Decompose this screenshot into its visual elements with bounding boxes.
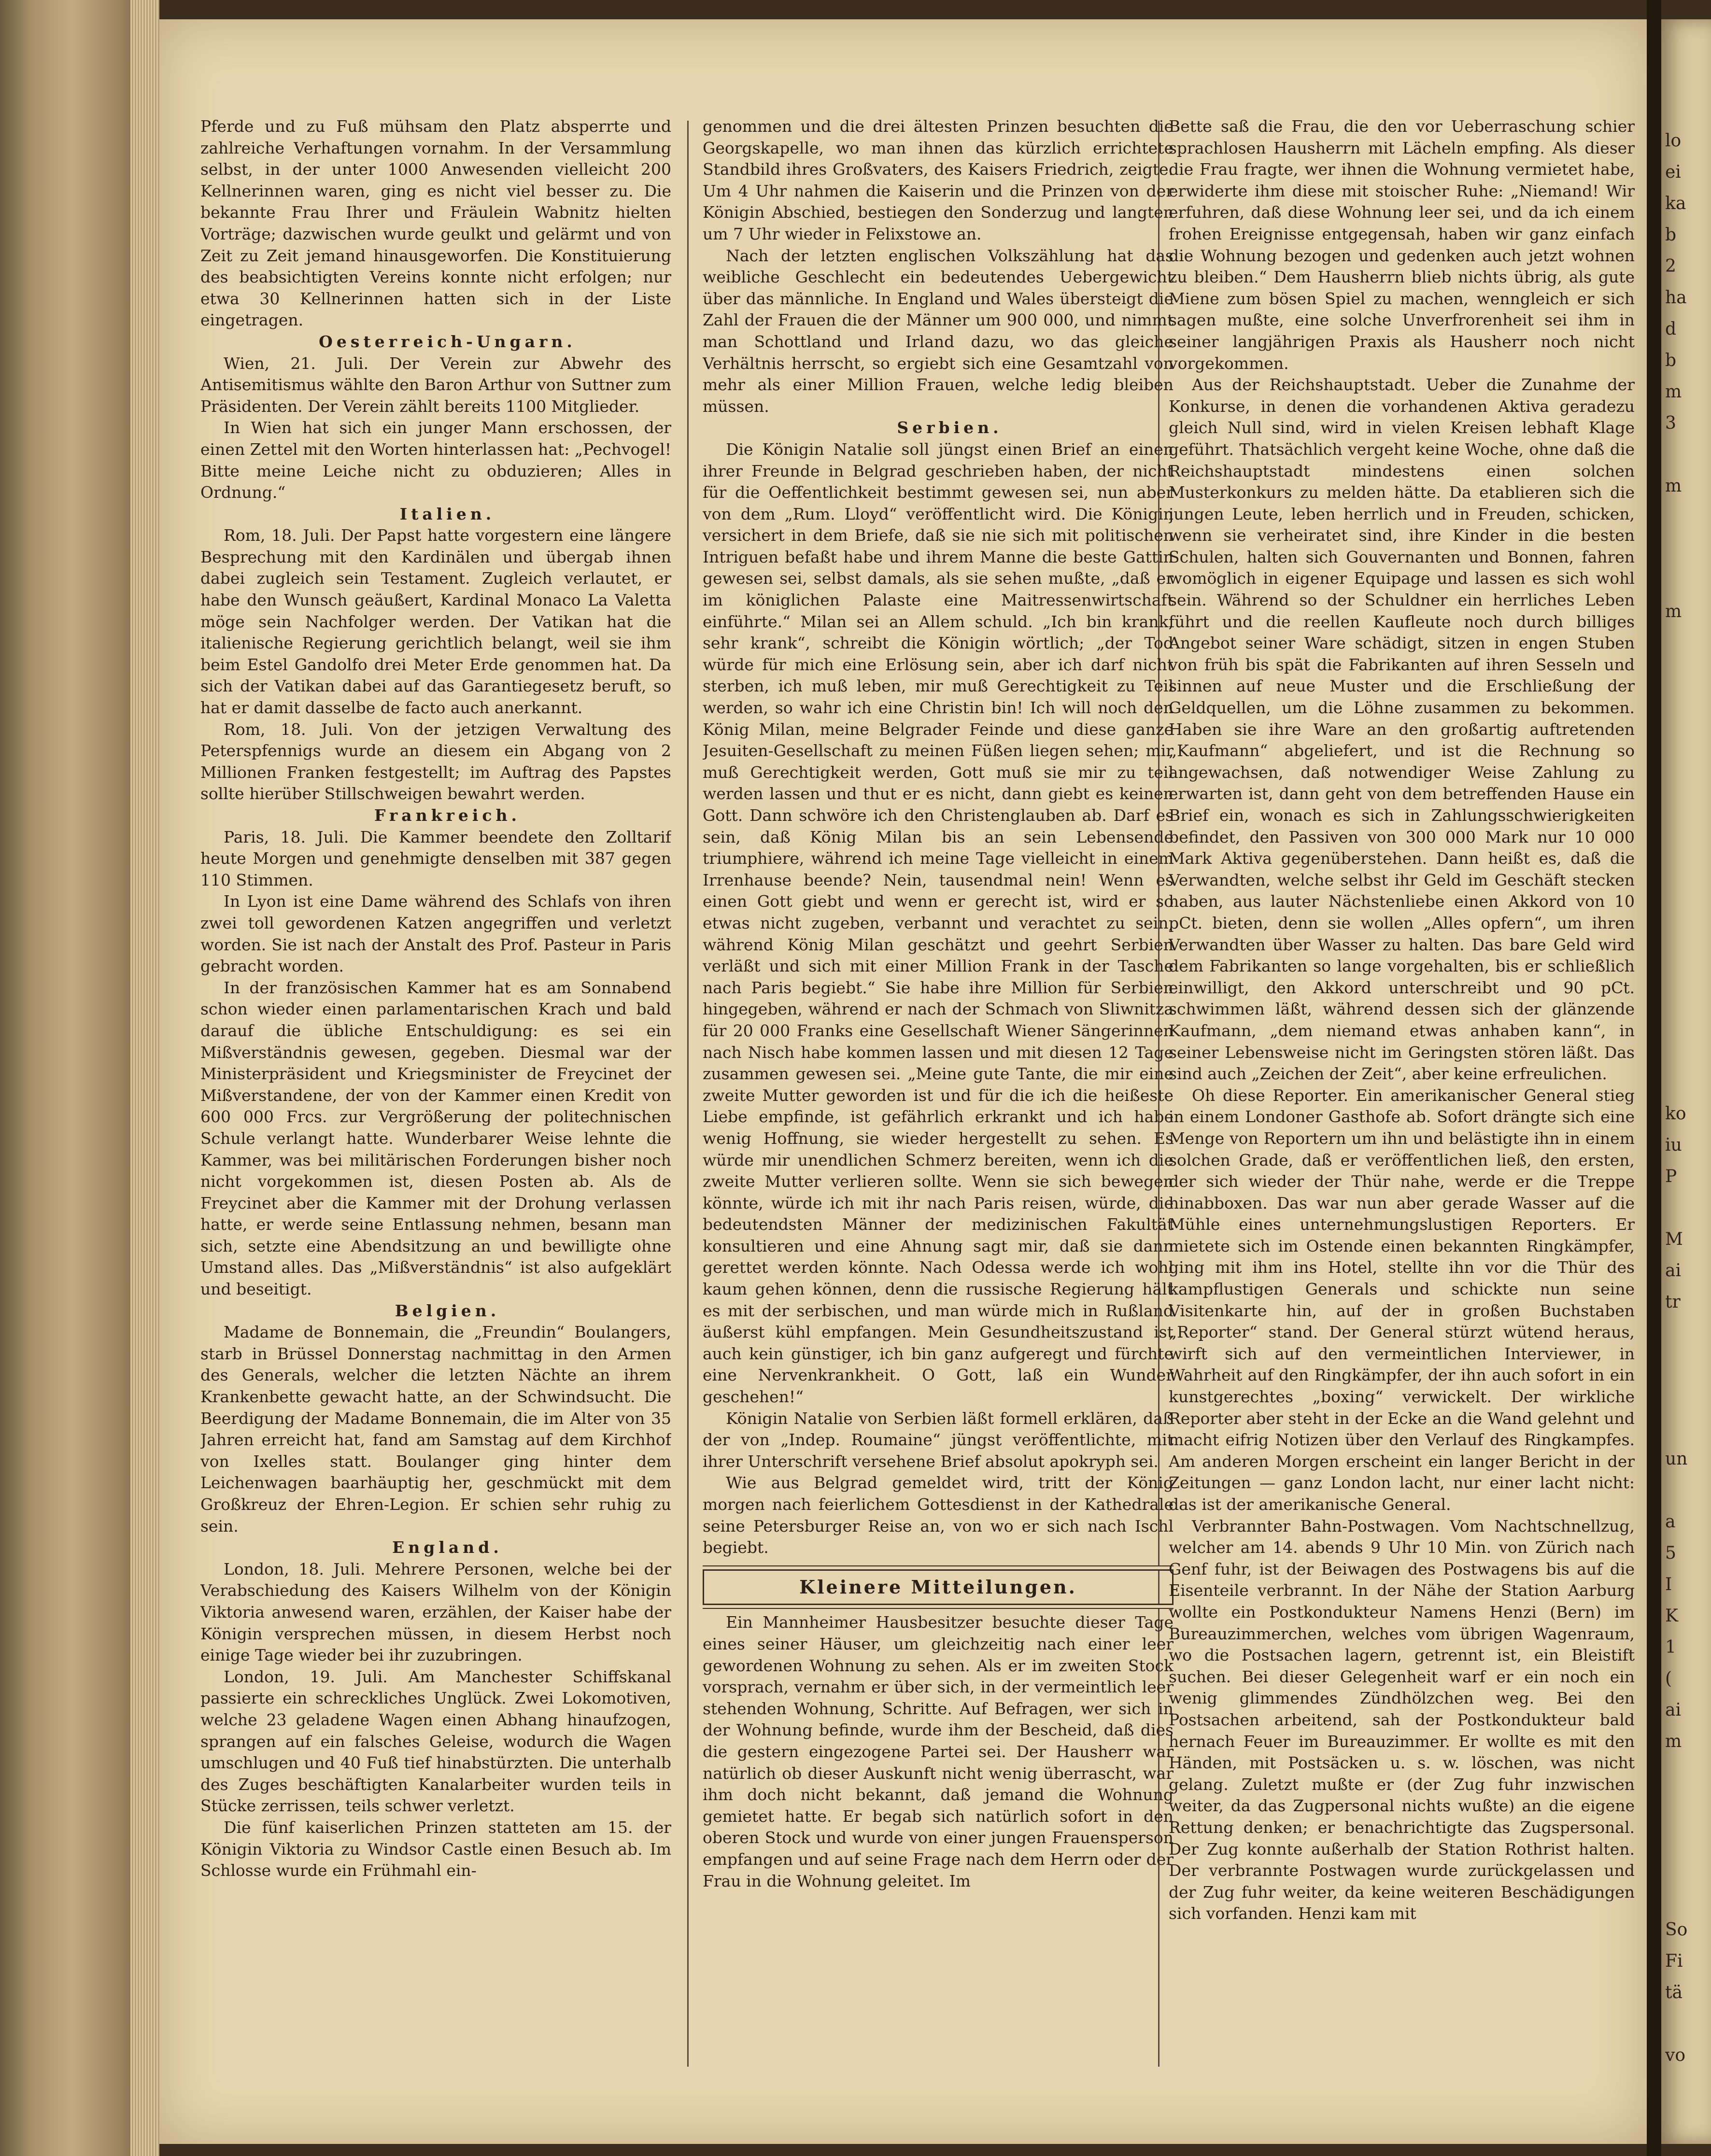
facing-page-fragment: 3 xyxy=(1665,413,1676,433)
facing-page-fragment: m xyxy=(1665,1732,1682,1751)
facing-page-fragment: m xyxy=(1665,476,1682,496)
text-column-3 xyxy=(1169,116,1635,2067)
facing-page-fragment: I xyxy=(1665,1575,1672,1594)
article-paragraph: Oh diese Reporter. Ein amerikanischer General stieg in einem Londoner Gasthofe ab. Sofort drängte sich eine Menge von Reportern um ihn und belästigte ihn in einem solchen Grade, daß er veröffentlichen ließ, den ersten, der sich wieder der Thür nahe, werde er die Treppe hinabboxen. Das war nun aber gerade Wasser auf die Mühle eines unternehmungslustigen Reporters. Er mietete sich im Ostende einen bekannten Ringkämpfer, ging mit ihm ins Hotel, stellte ihn vor die Thür des kampflustigen Generals und schickte nun seine Visitenkarte hin, auf der in großen Buchstaben „Reporter“ stand. Der General stürzt wütend heraus, wirft sich auf den vermeintlichen Interviewer, in Wahrheit auf den Ringkämpfer, der ihn auch sofort in ein kunstgerechtes „boxing“ verwickelt. Der wirkliche Reporter aber steht in der Ecke an die Wand gelehnt und macht eifrig Notizen über den Verlauf des Ringkampfes. Am anderen Morgen erscheint ein langer Bericht in der Zeitungen — ganz London lacht, nur einer lacht nicht: das ist der amerikanische General. xyxy=(1169,1085,1635,1514)
facing-page-fragment: tr xyxy=(1665,1292,1681,1312)
section-heading: Frankreich. xyxy=(374,806,521,825)
section-heading: Oesterreich-Ungarn. xyxy=(319,332,576,351)
article-paragraph: London, 19. Juli. Am Manchester Schiffskanal passierte ein schreckliches Unglück. Zwei Lokomotiven, welche 23 geladene Wagen einen Abhang hinaufzogen, sprangen auf ein falsches Geleise, wodurch die Wagen umschlugen und 40 Fuß tief hinabstürzten. Die unterhalb des Zuges beschäftigten Kanalarbeiter wurden teils in Stücke zerrissen, teils schwer verletzt. xyxy=(200,1667,671,1816)
facing-page-fragment: ai xyxy=(1665,1700,1681,1720)
facing-page-fragment: Fi xyxy=(1665,1951,1683,1971)
facing-page-fragment: M xyxy=(1665,1229,1683,1249)
facing-page-fragment: P xyxy=(1665,1167,1677,1186)
book-binding xyxy=(0,0,159,2156)
facing-page-fragment: ka xyxy=(1665,194,1686,213)
section-heading: Serbien. xyxy=(897,418,1003,437)
article-paragraph: London, 18. Juli. Mehrere Personen, welche bei der Verabschiedung des Kaisers Wilhelm von der Königin Viktoria anwesend waren, erzählen, der Kaiser habe der Königin versprechen müssen, in diesem Herbst noch einige Tage wieder bei ihr zuzubringen. xyxy=(200,1559,671,1665)
facing-page-fragment: un xyxy=(1665,1449,1688,1469)
facing-page-fragment: m xyxy=(1665,602,1682,621)
article-paragraph: Nach der letzten englischen Volkszählung hat das weibliche Geschlecht ein bedeutendes Uebergewicht über das männliche. In England und Wales übersteigt die Zahl der Frauen die der Männer um 900 000, und nimmt man Schottland und Irland dazu, wo das gleiche Verhältnis herrscht, so ergiebt sich eine Gesamtzahl von mehr als einer Million Frauen, welche ledig bleiben müssen. xyxy=(703,246,1174,416)
text-column-2 xyxy=(703,116,1174,2067)
facing-page-fragment: a xyxy=(1665,1512,1676,1532)
article-paragraph: Königin Natalie von Serbien läßt formell erklären, daß der von „Indep. Roumaine“ jüngst veröffentlichte, mit ihrer Unterschrift versehene Brief absolut apokryph sei. xyxy=(703,1409,1174,1471)
facing-page-fragment: ko xyxy=(1665,1104,1686,1124)
facing-page-fragment: tä xyxy=(1665,1983,1683,2002)
facing-page-fragment: 2 xyxy=(1665,256,1676,276)
facing-page-fragment: b xyxy=(1665,351,1677,370)
facing-page-fragment: So xyxy=(1665,1920,1688,1940)
article-paragraph: Rom, 18. Juli. Der Papst hatte vorgestern eine längere Besprechung mit den Kardinälen und übergab ihnen dabei zugleich sein Testament. Zugleich verlautet, er habe den Wunsch geäußert, Kardinal Monaco La Valetta möge sein Nachfolger werden. Der Vatikan hat die italienische Regierung gerichtlich belangt, weil sie ihm beim Estel Gandolfo drei Meter Erde genommen hat. Da sich der Vatikan dabei auf das Garantiegesetz beruft, so hat er damit dasselbe de facto auch anerkannt. xyxy=(200,526,671,718)
article-paragraph: Madame de Bonnemain, die „Freundin“ Boulangers, starb in Brüssel Donnerstag nachmittag in den Armen des Generals, welcher die letzten Nächte an ihrem Krankenbette gewacht hatte, an der Schwindsucht. Die Beerdigung der Madame Bonnemain, die im Alter von 35 Jahren erreicht hat, fand am Samstag auf dem Kirchhof von Ixelles statt. Boulanger ging hinter dem Leichenwagen baarhäuptig her, geschmückt mit dem Großkreuz der Ehren-Legion. Er schien sehr ruhig zu sein. xyxy=(200,1323,671,1536)
article-paragraph: Aus der Reichshauptstadt. Ueber die Zunahme der Konkurse, in denen die vorhandenen Aktiva geradezu gleich Null sind, wird in vielen Kreisen lebhaft Klage geführt. Thatsächlich vergeht keine Woche, ohne daß die Reichshauptstadt mindestens einen solchen Musterkonkurs zu melden hätte. Da etablieren sich die jungen Leute, leben herrlich und in Freuden, schicken, wenn sie verheiratet sind, ihre Kinder in die besten Schulen, halten sich Gouvernanten und Bonnen, fahren womöglich in eigener Equipage und lassen es sich wohl sein. Während so der Schuldner ein herrliches Leben führt und die reellen Kaufleute noch durch billiges Angebot seiner Ware schädigt, sitzen in engen Stuben von früh bis spät die Fabrikanten auf ihren Sesseln und sinnen auf neue Muster und die Erschließung der Geldquellen, um die Löhne zusammen zu bekommen. Haben sie ihre Ware an den großartig auftretenden „Kaufmann“ abgeliefert, und ist die Rechnung so angewachsen, daß notwendiger Weise Zahlung zu erwarten ist, dann geht von dem betreffenden Hause ein Brief ein, wonach es sich in Zahlungsschwierigkeiten befindet, den Passiven von 300 000 Mark nur 10 000 Mark Aktiva gegenüberstehen. Dann heißt es, daß die Verwandten, welche selbst ihr Geld im Geschäft stecken haben, aus lauter Nächstenliebe einen Akkord von 10 pCt. bieten, denn sie wollen „Alles opfern“, um ihren Verwandten über Wasser zu halten. Das bare Geld wird dem Fabrikanten so lange vorgehalten, bis er schließlich einwilligt, den Akkord unterschreibt und 90 pCt. schwimmen läßt, während dessen sich der glänzende Kaufmann, „dem niemand etwas anhaben kann“, in seiner Lebensweise nicht im Geringsten stören läßt. Das sind auch „Zeichen der Zeit“, aber keine erfreulichen. xyxy=(1169,375,1635,1084)
facing-page-fragment: ai xyxy=(1665,1261,1681,1281)
article-paragraph: Rom, 18. Juli. Von der jetzigen Verwaltung des Peterspfennigs wurde an diesem ein Abgang von 2 Millionen Franken festgestellt; im Auftrag des Papstes sollte hierüber Stillschweigen bewahrt werden. xyxy=(200,719,671,803)
article-paragraph: In Lyon ist eine Dame während des Schlafs von ihren zwei toll gewordenen Katzen angegriffen und verletzt worden. Sie ist nach der Anstalt des Prof. Pasteur in Paris gebracht worden. xyxy=(200,892,671,976)
facing-page-fragment: iu xyxy=(1665,1135,1682,1155)
section-heading: Belgien. xyxy=(395,1301,500,1320)
facing-page-fragment: ( xyxy=(1665,1669,1672,1689)
article-paragraph: genommen und die drei ältesten Prinzen besuchten die Georgskapelle, wo man ihnen das kürzlich errichtete Standbild ihres Großvaters, des Kaisers Friedrich, zeigte. Um 4 Uhr nahmen die Kaiserin und die Prinzen von der Königin Abschied, bestiegen den Sonderzug und langten um 7 Uhr wieder in Felixstowe an. xyxy=(703,117,1174,243)
column-rule xyxy=(687,121,689,2067)
article-paragraph: Bette saß die Frau, die den vor Ueberraschung schier sprachlosen Hausherrn mit Lächeln empfing. Als dieser die Frau fragte, wer ihnen die Wohnung vermietet habe, erwiderte ihm diese mit stoischer Ruhe: „Niemand! Wir erfuhren, daß diese Wohnung leer sei, und da ich einem frohen Ereignisse entgegensah, haben wir ganz einfach die Wohnung bezogen und gedenken auch jetzt wohnen zu bleiben.“ Dem Hausherrn blieb nichts übrig, als gute Miene zum bösen Spiel zu machen, wenngleich er sich sagen mußte, eine solche Unverfrorenheit sei ihm in seiner langjährigen Praxis als Hausherr noch nicht vorgekommen. xyxy=(1169,117,1635,373)
facing-page-fragment: ei xyxy=(1665,162,1681,182)
facing-page-fragment: lo xyxy=(1665,131,1682,151)
article-paragraph: Die fünf kaiserlichen Prinzen statteten am 15. der Königin Viktoria zu Windsor Castle einen Besuch ab. Im Schlosse wurde ein Frühmahl ein- xyxy=(200,1818,671,1880)
article-paragraph: Wien, 21. Juli. Der Verein zur Abwehr des Antisemitismus wählte den Baron Arthur von Suttner zum Präsidenten. Der Verein zählt bereits 1100 Mitglieder. xyxy=(200,353,671,416)
facing-page-fragment: 1 xyxy=(1665,1637,1676,1657)
article-paragraph: Paris, 18. Juli. Die Kammer beendete den Zolltarif heute Morgen und genehmigte denselben mit 387 gegen 110 Stimmen. xyxy=(200,827,671,889)
article-paragraph: Pferde und zu Fuß mühsam den Platz absperrte und zahlreiche Verhaftungen vornahm. In der Versammlung selbst, in der unter 1000 Anwesenden vielleicht 200 Kellnerinnen waren, ging es nicht viel besser zu. Die bekannte Frau Ihrer und Fräulein Wabnitz hielten Vorträge; dazwischen wurde geulkt und gelärmt und von Zeit zu Zeit jemand hinausgeworfen. Die Konstituierung des beabsichtigten Vereins konnte nicht erfolgen; nur etwa 30 Kellnerinnen hatten sich in der Liste eingetragen. xyxy=(200,117,671,330)
facing-page-fragment: K xyxy=(1665,1606,1678,1626)
facing-page-fragment: vo xyxy=(1665,2045,1686,2065)
article-paragraph: In Wien hat sich ein junger Mann erschossen, der einen Zettel mit den Worten hinterlassen hat: „Pechvogel! Bitte meine Leiche nicht zu obduzieren; Alles in Ordnung.“ xyxy=(200,418,671,502)
article-paragraph: Die Königin Natalie soll jüngst einen Brief an einen ihrer Freunde in Belgrad geschrieben haben, der nicht für die Oeffentlichkeit bestimmt gewesen sei, nun aber von dem „Rum. Lloyd“ veröffentlicht wird. Die Königin versichert in dem Briefe, daß sie nie sich mit politischen Intriguen befaßt habe und ihrem Manne die beste Gattin gewesen sei, selbst damals, als sie sehen mußte, „daß er im königlichen Palaste eine Maitressenwirtschaft einführte.“ Milan sei an Allem schuld. „Ich bin krank, sehr krank“, schreibt die Königin wörtlich; „der Tod würde für mich eine Erlösung sein, aber ich darf nicht sterben, ich muß leben, mir muß Gerechtigkeit zu Teil werden, so wahr ich eine Christin bin! Ich will noch den König Milan, meine Belgrader Feinde und diese ganze Jesuiten-Gesellschaft zu meinen Füßen liegen sehen; mir muß Gerechtigkeit werden, Gott muß sie mir zu teil werden lassen und thut er es nicht, dann giebt es keinen Gott. Dann schwöre ich den Christenglauben ab. Darf es sein, daß König Milan bis an sein Lebensende triumphiere, während ich meine Tage vielleicht in einem Irrenhause beende? Nein, tausendmal nein! Wenn es einen Gott giebt und wenn er gerecht ist, wird er so etwas nicht zugeben, verbannt und verachtet zu sein, während König Milan geschätzt und geehrt Serbien verläßt und sich mit einer Million Frank in der Tasche nach Paris begiebt.“ Sie habe ihre Million für Serbien hingegeben, während er nach der Schmach von Sliwnitza für 20 000 Franks eine Gesellschaft Wiener Sängerinnen nach Nisch habe kommen lassen und mit diesen 12 Tage zusammen gewesen sei. „Meine gute Tante, die mir eine zweite Mutter geworden ist und für die ich die heißeste Liebe empfinde, ist gefährlich erkrankt und ich habe wenig Hoffnung, sie wieder hergestellt zu sehen. Es würde mir unendlichen Schmerz bereiten, wenn ich die zweite Mutter verlieren sollte. Wenn sie sich bewegen könnte, würde ich mit ihr nach Paris reisen, würde, die bedeutendsten Männer der medizinischen Fakultät konsultieren und eine Ahnung sagt mir, daß sie dann gerettet werden könnte. Nach Odessa werde ich wohl kaum gehen können, denn die russische Regierung hält es mit der serbischen, und man würde mich in Rußland äußerst kühl empfangen. Mein Gesundheitszustand ist auch kein günstiger, ich bin ganz aufgeregt und fürchte eine Nervenkrankheit. O Gott, laß ein Wunder geschehen!“ xyxy=(703,439,1174,1407)
article-paragraph: In der französischen Kammer hat es am Sonnabend schon wieder einen parlamentarischen Krach und bald darauf die übliche Entschuldigung: es sei ein Mißverständnis gewesen, gegeben. Diesmal war der Ministerpräsident und Kriegsminister de Freycinet der Mißverstandene, der von der Kammer einen Kredit von 600 000 Frcs. zur Vergrößerung der politechnischen Schule verlangt hatte. Wunderbarer Weise lehnte die Kammer, was bei militärischen Forderungen bisher noch nicht vorgekommen ist, diesen Posten ab. Als de Freycinet aber die Kammer mit der Drohung verlassen hatte, er werde seine Entlassung nehmen, besann man sich, setzte eine Abendsitzung an und bewilligte ohne Umstand alles. Das „Mißverständnis“ ist also aufgeklärt und beseitigt. xyxy=(200,978,671,1299)
article-paragraph: Ein Mannheimer Hausbesitzer besuchte dieser Tage eines seiner Häuser, um gleichzeitig nach einer leer gewordenen Wohnung zu sehen. Als er im zweiten Stock vorsprach, vernahm er über sich, in der vermeintlich leer stehenden Wohnung, Schritte. Auf Befragen, wer sich in der Wohnung befinde, wurde ihm der Bescheid, daß dies die gestern eingezogene Partei sei. Der Hausherr war natürlich ob dieser Auskunft nicht wenig überrascht, war ihm doch nicht bekannt, daß jemand die Wohnung gemietet hatte. Er begab sich natürlich sofort in den oberen Stock und wurde von einer jungen Frauensperson empfangen und auf seine Frage nach dem Herrn oder der Frau in die Wohnung geleitet. Im xyxy=(703,1613,1174,1890)
text-column-1 xyxy=(200,116,671,2067)
section-heading: England. xyxy=(392,1538,503,1557)
book-gutter xyxy=(1647,0,1661,2156)
section-heading: Italien. xyxy=(399,504,495,523)
boxed-section-heading: Kleinere Mitteilungen. xyxy=(703,1569,1174,1606)
facing-page-fragment: ha xyxy=(1665,288,1687,308)
facing-page-fragment: m xyxy=(1665,382,1682,402)
facing-page-fragment: d xyxy=(1665,319,1677,339)
article-paragraph: Wie aus Belgrad gemeldet wird, tritt der König morgen nach feierlichem Gottesdienst in der Kathedrale seine Petersburger Reise an, von wo er sich nach Ischl begiebt. xyxy=(703,1473,1174,1557)
article-paragraph: Verbrannter Bahn-Postwagen. Vom Nachtschnellzug, welcher am 14. abends 9 Uhr 10 Min. von Zürich nach Genf fuhr, ist der Beiwagen des Postwagens bis auf die Eisenteile verbrannt. In der Nähe der Station Aarburg wollte ein Postkondukteur Namens Henzi (Bern) im Bureauzimmerchen, welches vom übrigen Wagenraum, wo die Postsachen lagern, getrennt ist, ein Bleistift suchen. Bei dieser Gelegenheit warf er ein noch ein wenig glimmendes Zündhölzchen weg. Bei den Postsachen arbeitend, sah der Postkondukteur bald hernach Feuer im Bureauzimmer. Er wollte es mit den Händen, mit Postsäcken u. s. w. löschen, was nicht gelang. Zuletzt mußte er (der Zug fuhr inzwischen weiter, da das Zugpersonal nichts wußte) an die eigene Rettung denken; er benachrichtigte das Zugspersonal. Der Zug konnte außerhalb der Station Rothrist halten. Der verbrannte Postwagen wurde zurückgelassen und der Zug fuhr weiter, da keine weiteren Beschädigungen sich vorfanden. Henzi kam mit xyxy=(1169,1516,1635,1923)
facing-page-fragment: 5 xyxy=(1665,1543,1676,1563)
facing-page-fragment: b xyxy=(1665,225,1677,245)
